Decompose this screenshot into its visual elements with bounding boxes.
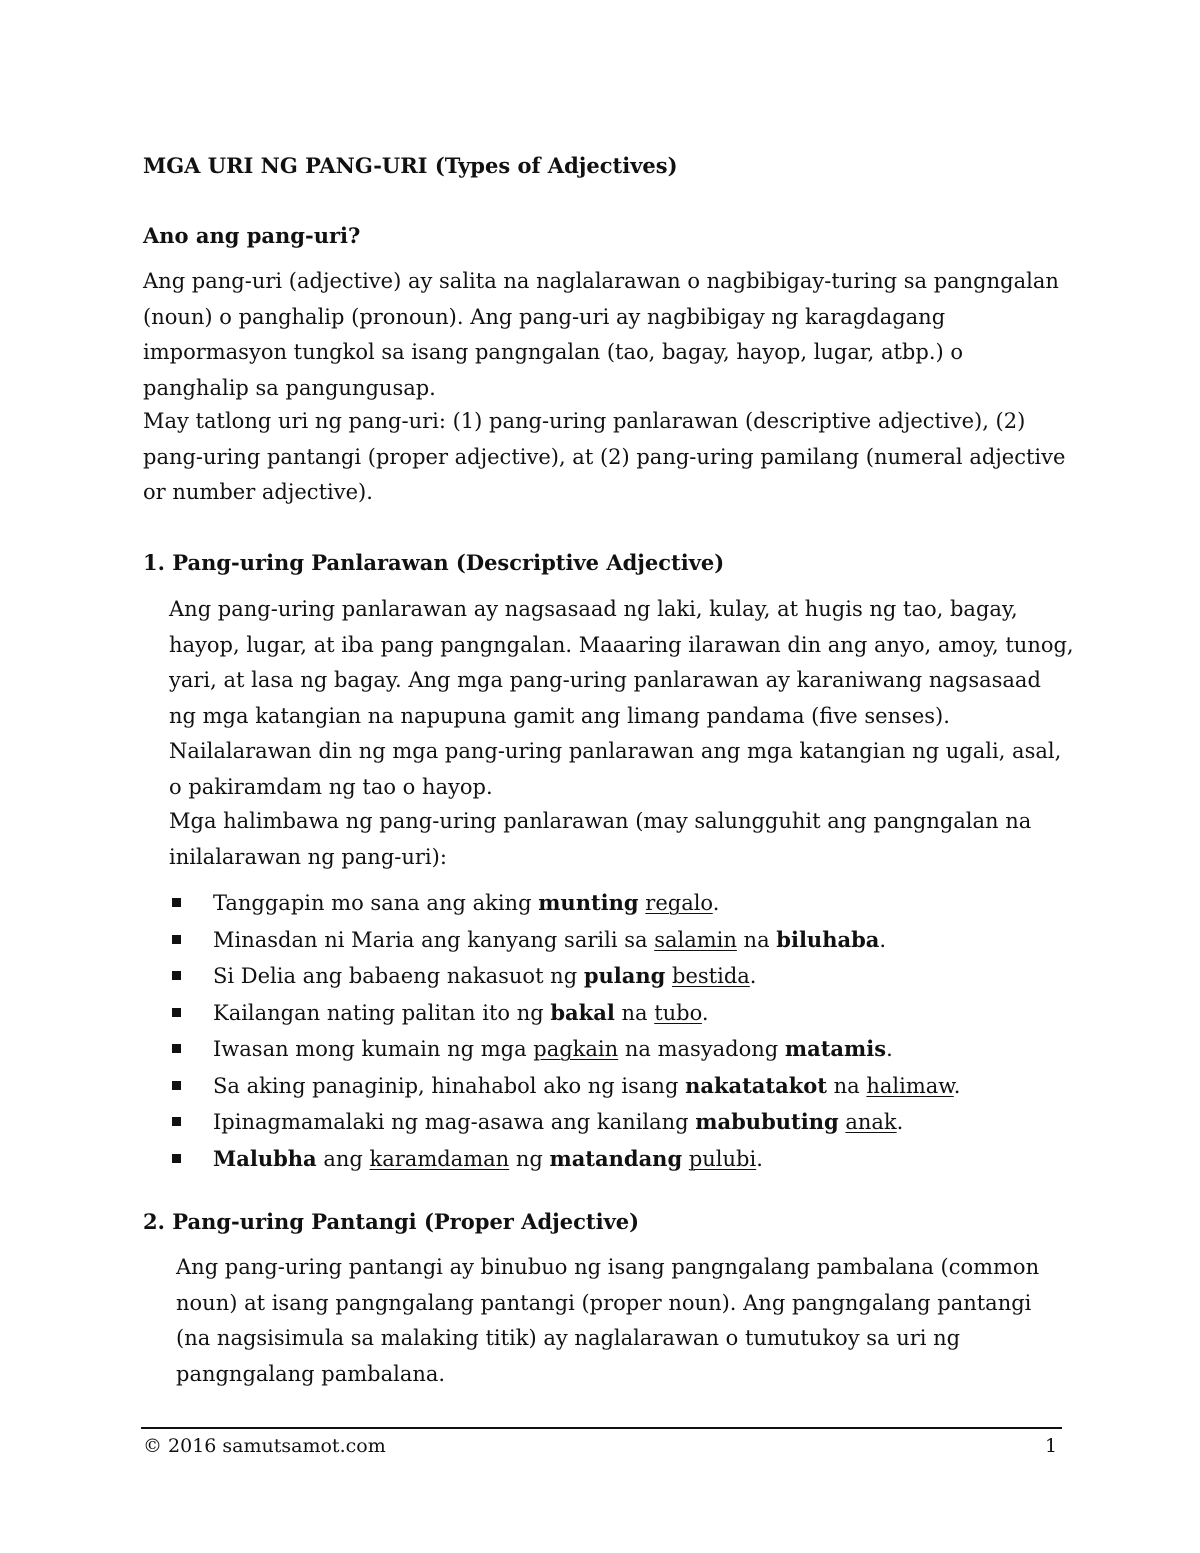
- question-heading: Ano ang pang-uri?: [143, 223, 361, 248]
- list-item: Malubha ang karamdaman ng matandang pulubi.: [172, 1141, 960, 1178]
- types-paragraph: May tatlong uri ng pang-uri: (1) pang-uring panlarawan (descriptive adjective), (2) pang-uring pantangi (proper adjective), at (2) pang-uring pamilang (numeral adjective or number adjective).: [143, 409, 1066, 504]
- square-bullet-icon: [172, 1008, 181, 1017]
- section2-paragraph: Ang pang-uring pantangi ay binubuo ng isang pangngalang pambalana (common noun) at isang pangngalang pantangi (proper noun). Ang pangngalang pantangi (na nagsisimula sa malaking titik) ay naglalarawan o tumutukoy sa uri ng pangngalang pambalana.: [176, 1255, 1040, 1386]
- section2-heading: 2. Pang-uring Pantangi (Proper Adjective): [143, 1209, 640, 1234]
- examples-list: [172, 885, 960, 1177]
- page-number: 1: [1045, 1435, 1058, 1457]
- section1-paragraph: Ang pang-uring panlarawan ay nagsasaad ng laki, kulay, at hugis ng tao, bagay, hayop, lugar, at iba pang pangngalan. Maaaring ilarawan din ang anyo, amoy, tunog, yari, at lasa ng bagay. Ang mga pang-uring panlarawan ay karaniwang nagsasaad ng mga katangian na napupuna gamit ang limang pandama (five senses). Nailalarawan din ng mga pang-uring panlarawan ang mga katangian ng ugali, asal, o pakiramdam ng tao o hayop.: [169, 597, 1074, 799]
- square-bullet-icon: [172, 1081, 181, 1090]
- square-bullet-icon: [172, 1154, 181, 1163]
- square-bullet-icon: [172, 935, 181, 944]
- document-title: MGA URI NG PANG-URI (Types of Adjectives): [143, 153, 678, 178]
- list-item: Minasdan ni Maria ang kanyang sarili sa salamin na biluhaba.: [172, 922, 960, 959]
- list-item: Kailangan nating palitan ito ng bakal na tubo.: [172, 995, 960, 1032]
- examples-intro: Mga halimbawa ng pang-uring panlarawan (may salungguhit ang pangngalan na inilalarawan ng pang-uri):: [169, 809, 1032, 869]
- square-bullet-icon: [172, 1117, 181, 1126]
- section1-heading: 1. Pang-uring Panlarawan (Descriptive Adjective): [143, 550, 725, 575]
- list-item: Si Delia ang babaeng nakasuot ng pulang bestida.: [172, 958, 960, 995]
- intro-paragraph: Ang pang-uri (adjective) ay salita na naglalarawan o nagbibigay-turing sa pangngalan (noun) o panghalip (pronoun). Ang pang-uri ay nagbibigay ng karagdagang impormasyon tungkol sa isang pangngalan (tao, bagay, hayop, lugar, atbp.) o panghalip sa pangungusap.: [143, 269, 1059, 400]
- square-bullet-icon: [172, 971, 181, 980]
- footer-divider: [141, 1427, 1062, 1429]
- square-bullet-icon: [172, 1044, 181, 1053]
- list-item: Tanggapin mo sana ang aking munting regalo.: [172, 885, 960, 922]
- square-bullet-icon: [172, 898, 181, 907]
- footer-copyright: © 2016 samutsamot.com: [143, 1435, 386, 1457]
- list-item: Sa aking panaginip, hinahabol ako ng isang nakatatakot na halimaw.: [172, 1068, 960, 1105]
- list-item: Iwasan mong kumain ng mga pagkain na masyadong matamis.: [172, 1031, 960, 1068]
- list-item: Ipinagmamalaki ng mag-asawa ang kanilang mabubuting anak.: [172, 1104, 960, 1141]
